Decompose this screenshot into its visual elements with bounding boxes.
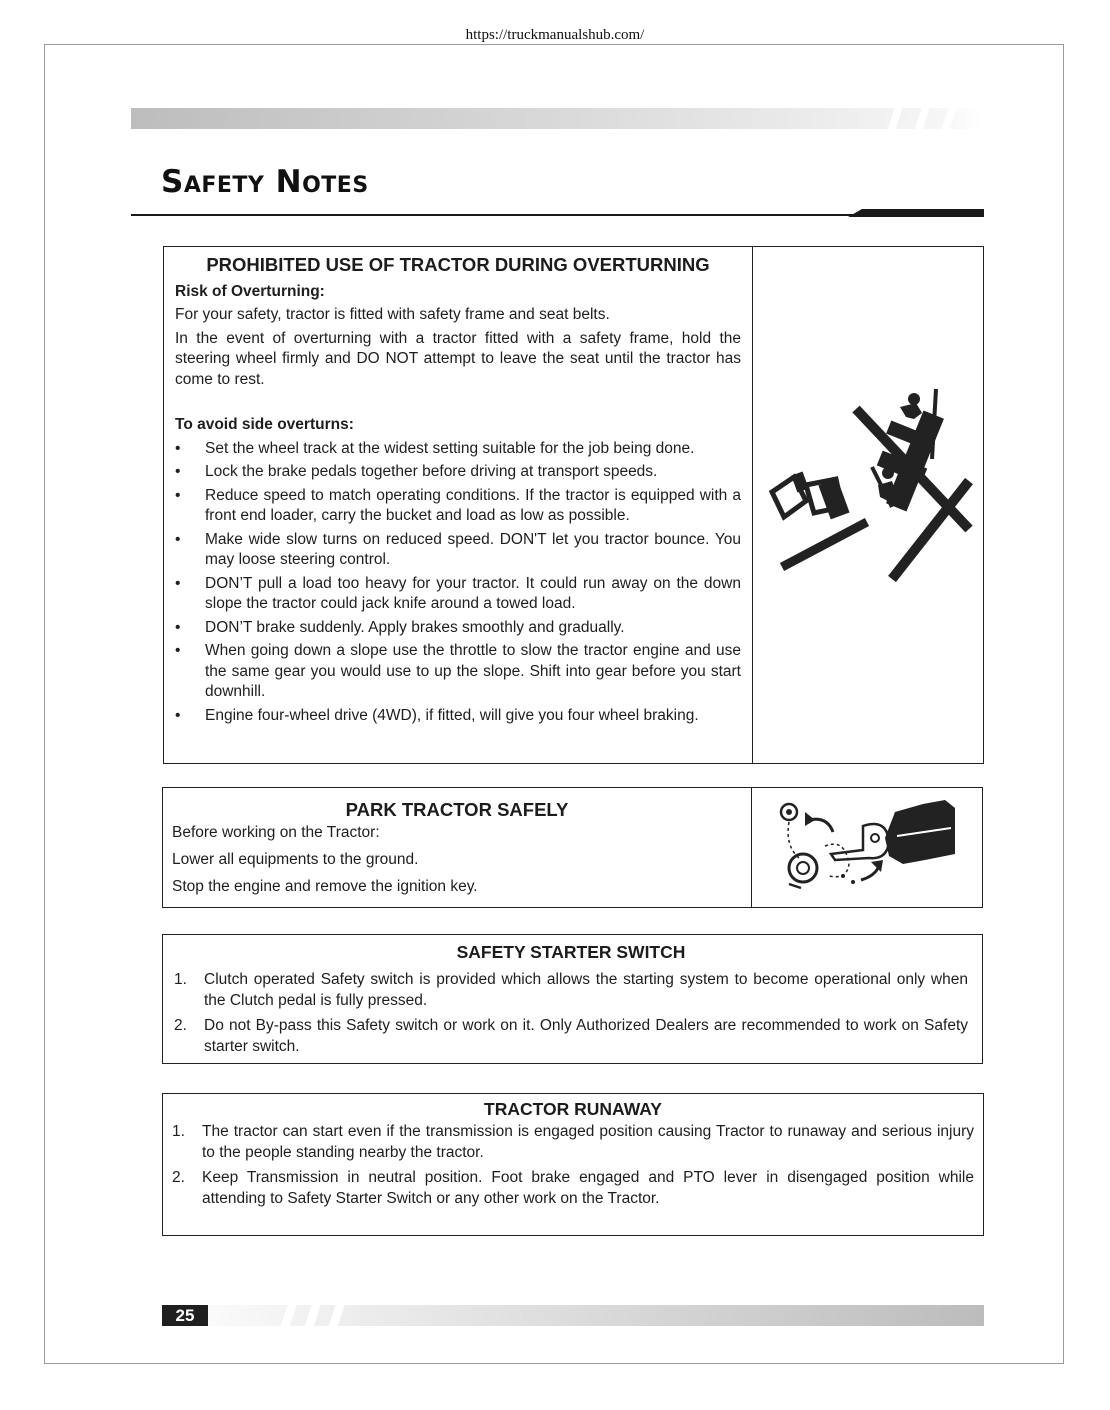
page-title: Safety Notes [161, 164, 369, 200]
list-item: • Make wide slow turns on reduced speed. DON'T let you tractor bounce. You may loose steering control. [175, 530, 741, 571]
list-item: 1. The tractor can start even if the transmission is engaged position causing Tractor to runaway and serious injury to the people standing nearby the tractor. [172, 1123, 974, 1161]
runaway-section [162, 1093, 984, 1236]
list-item: • When going down a slope use the throttle to slow the tractor engine and use the same gear you would use to up the slope. Shift into gear before you start downhill. [175, 641, 741, 703]
list-item: • Engine four-wheel drive (4WD), if fitted, will give you four wheel braking. [175, 706, 741, 727]
section-divider [751, 788, 752, 907]
title-underline-accent [848, 209, 984, 217]
list-item: • DON’T pull a load too heavy for your tractor. It could run away on the down slope the tractor could jack knife around a towed load. [175, 574, 741, 615]
runaway-list [172, 1121, 974, 1209]
risk-paragraph: For your safety, tractor is fitted with safety frame and seat belts. [175, 306, 610, 323]
overturning-title: PROHIBITED USE OF TRACTOR DURING OVERTURNING [206, 254, 710, 275]
list-item: 2. Do not By-pass this Safety switch or work on it. Only Authorized Dealers are recommended to work on Safety starter switch. [174, 1017, 968, 1055]
page-number: 25 [162, 1305, 208, 1326]
overturning-illustration [764, 389, 979, 579]
source-url: https://truckmanualshub.com/ [465, 27, 645, 43]
list-item: 1. Clutch operated Safety switch is provided which allows the starting system to become operational only when the Clutch pedal is fully pressed. [174, 971, 968, 1009]
park-section [162, 787, 983, 908]
starter-section [162, 934, 983, 1064]
avoid-list [175, 439, 741, 727]
section-divider [752, 247, 753, 763]
footer-decor-band [162, 1305, 984, 1326]
header-decor-band [131, 108, 983, 129]
park-line: Stop the engine and remove the ignition key. [172, 878, 478, 895]
overturning-text [175, 255, 741, 729]
overturning-section [163, 246, 984, 764]
park-line: Lower all equipments to the ground. [172, 851, 419, 868]
list-item: 2. Keep Transmission in neutral position. Foot brake engaged and PTO lever in disengaged position while attending to Safety Starter Switch or any other work on the Tractor. [172, 1169, 974, 1207]
ignition-key-illustration [775, 798, 975, 896]
list-item: • Reduce speed to match operating conditions. If the tractor is equipped with a front end loader, carry the bucket and load as low as possible. [175, 486, 741, 527]
risk-heading: Risk of Overturning: [175, 282, 325, 300]
runaway-text [172, 1099, 974, 1213]
risk-paragraph: In the event of overturning with a tractor fitted with a safety frame, hold the steering wheel firmly and DO NOT attempt to leave the seat until the tractor has come to rest. [175, 329, 741, 388]
avoid-heading: To avoid side overturns: [175, 416, 354, 433]
park-line: Before working on the Tractor: [172, 824, 380, 841]
starter-list [174, 969, 968, 1057]
starter-text [174, 942, 968, 1061]
list-item: • Set the wheel track at the widest setting suitable for the job being done. [175, 439, 741, 460]
list-item: • Lock the brake pedals together before driving at transport speeds. [175, 462, 741, 483]
list-item: • DON’T brake suddenly. Apply brakes smoothly and gradually. [175, 618, 741, 639]
park-title: PARK TRACTOR SAFELY [345, 799, 569, 820]
starter-title: SAFETY STARTER SWITCH [456, 942, 686, 962]
park-text [172, 799, 742, 897]
runaway-title: TRACTOR RUNAWAY [484, 1099, 662, 1119]
